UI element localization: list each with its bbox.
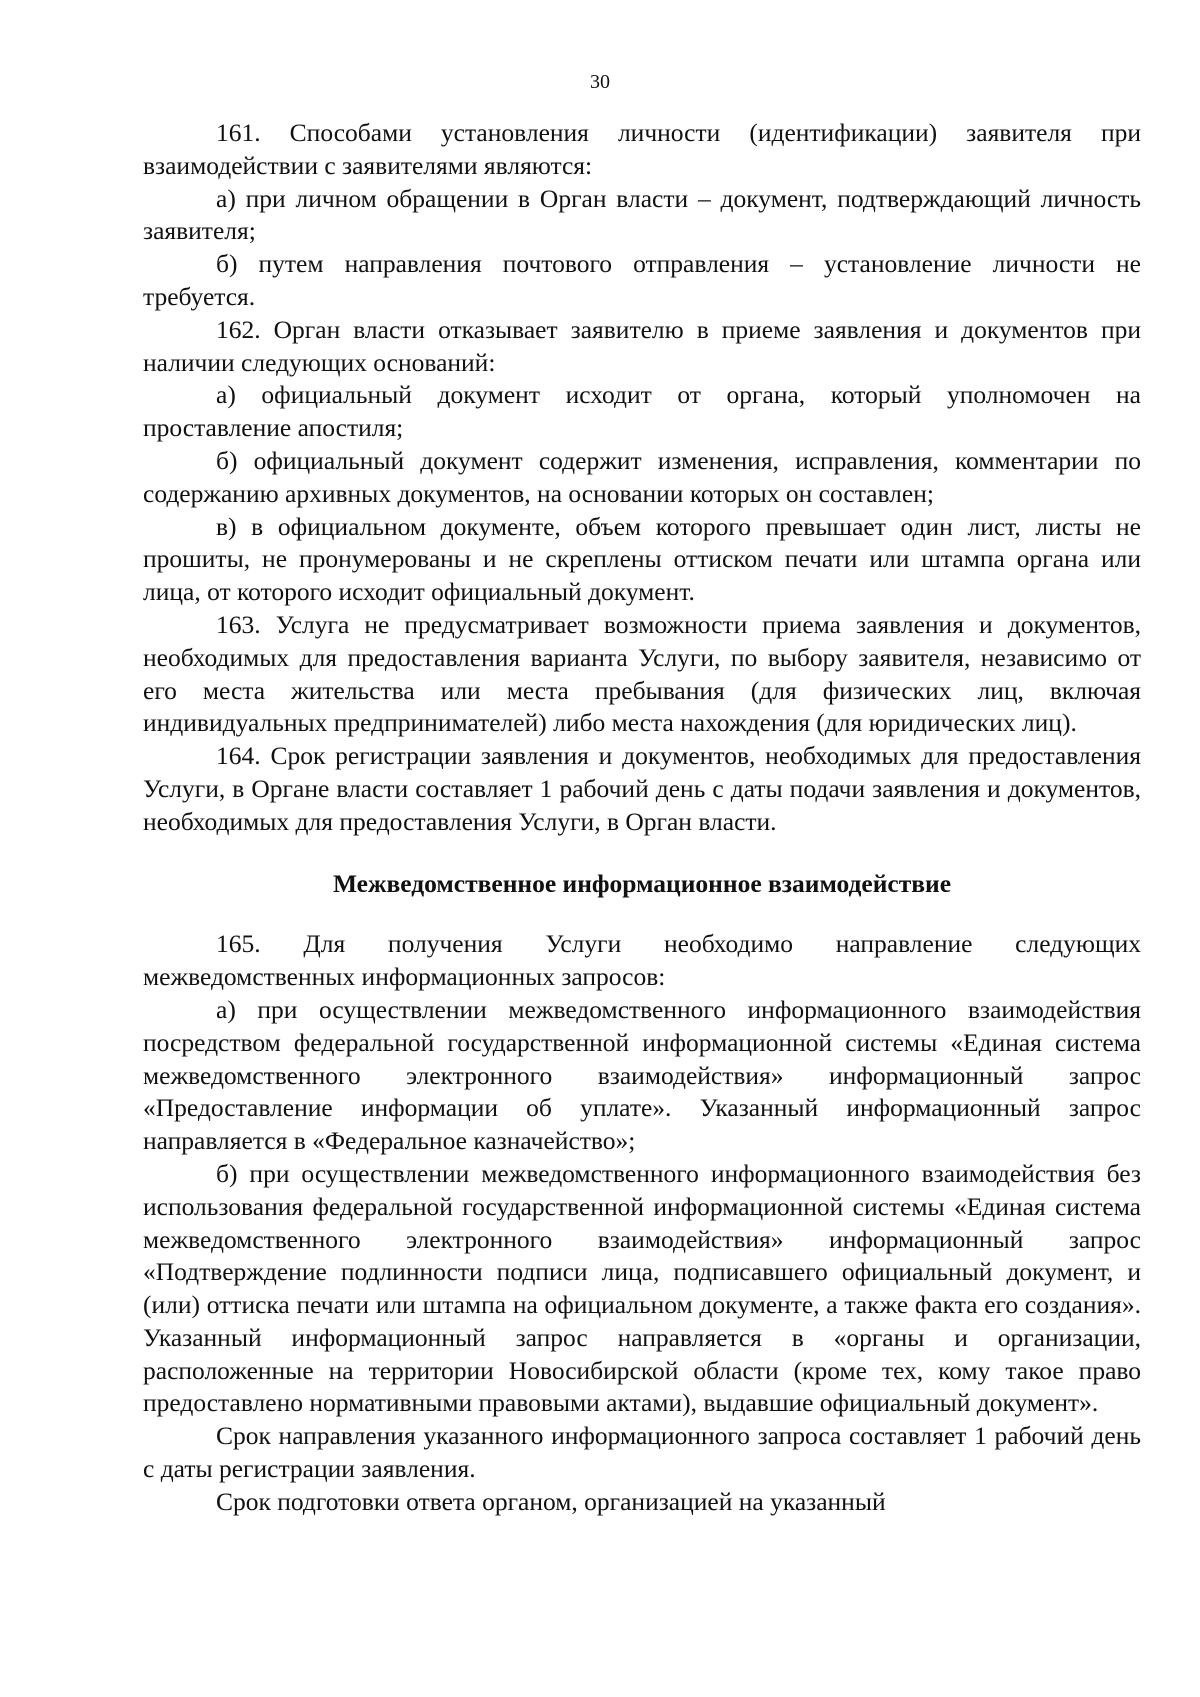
paragraph-163: 163. Услуга не предусматривает возможности приема заявления и документов, необходимых для предоставления варианта Услуги, по выбору заявителя, независимо от его места жительства или места пребывания (для физических лиц, включая индивидуальных предпринимателей) либо места нахождения (для юридических лиц). xyxy=(143,609,1141,738)
paragraph-161-b: б) путем направления почтового отправления – установление личности не требуется. xyxy=(143,249,1141,311)
paragraph-162: 162. Орган власти отказывает заявителю в приеме заявления и документов при наличии следующих оснований: xyxy=(143,314,1141,377)
paragraph-request-deadline: Срок направления указанного информационного запроса составляет 1 рабочий день с даты регистрации заявления. xyxy=(143,1421,1141,1484)
paragraph-165: 165. Для получения Услуги необходимо направление следующих межведомственных информационных запросов: xyxy=(143,929,1141,992)
paragraph-162-b: б) официальный документ содержит изменения, исправления, комментарии по содержанию архивных документов, на основании которых он составлен; xyxy=(143,445,1141,508)
paragraph-164: 164. Срок регистрации заявления и документов, необходимых для предоставления Услуги, в Органе власти составляет 1 рабочий день с даты подачи заявления и документов, необходимых для предоставления Услуги, в Орган власти. xyxy=(143,741,1141,836)
paragraph-165-a: а) при осуществлении межведомственного информационного взаимодействия посредством федеральной государственной информационной системы «Единая система межведомственного электронного взаимодействия» информационный запрос «Предоставление информации об уплате». Указанный информационный запрос направляется в «Федеральное казначейство»; xyxy=(143,994,1141,1156)
section-heading: Межведомственное информационное взаимодействие xyxy=(332,868,952,898)
paragraph-response-deadline: Срок подготовки ответа органом, организацией на указанный xyxy=(216,1486,886,1516)
paragraph-161: 161. Способами установления личности (идентификации) заявителя при взаимодействии с заявителями являются: xyxy=(143,118,1141,180)
paragraph-161-a: а) при личном обращении в Орган власти – документ, подтверждающий личность заявителя; xyxy=(143,183,1141,246)
document-body xyxy=(143,117,1141,1519)
paragraph-165-b: б) при осуществлении межведомственного информационного взаимодействия без использования федеральной государственной информационной системы «Единая система межведомственного электронного взаимодействия» информационный запрос «Подтверждение подлинности подписи лица, подписавшего официальный документ, и (или) оттиска печати или штампа на официальном документе, а также факта его создания». Указанный информационный запрос направляется в «органы и организации, расположенные на территории Новосибирской области (кроме тех, кому такое право предоставлено нормативными правовыми актами), выдавшие официальный документ». xyxy=(143,1158,1141,1418)
page-number: 30 xyxy=(590,71,610,93)
paragraph-162-v: в) в официальном документе, объем которого превышает один лист, листы не прошиты, не пронумерованы и не скреплены оттиском печати или штампа органа или лица, от которого исходит официальный документ. xyxy=(143,511,1141,607)
paragraph-162-a: а) официальный документ исходит от органа, который уполномочен на проставление апостиля; xyxy=(143,380,1141,443)
